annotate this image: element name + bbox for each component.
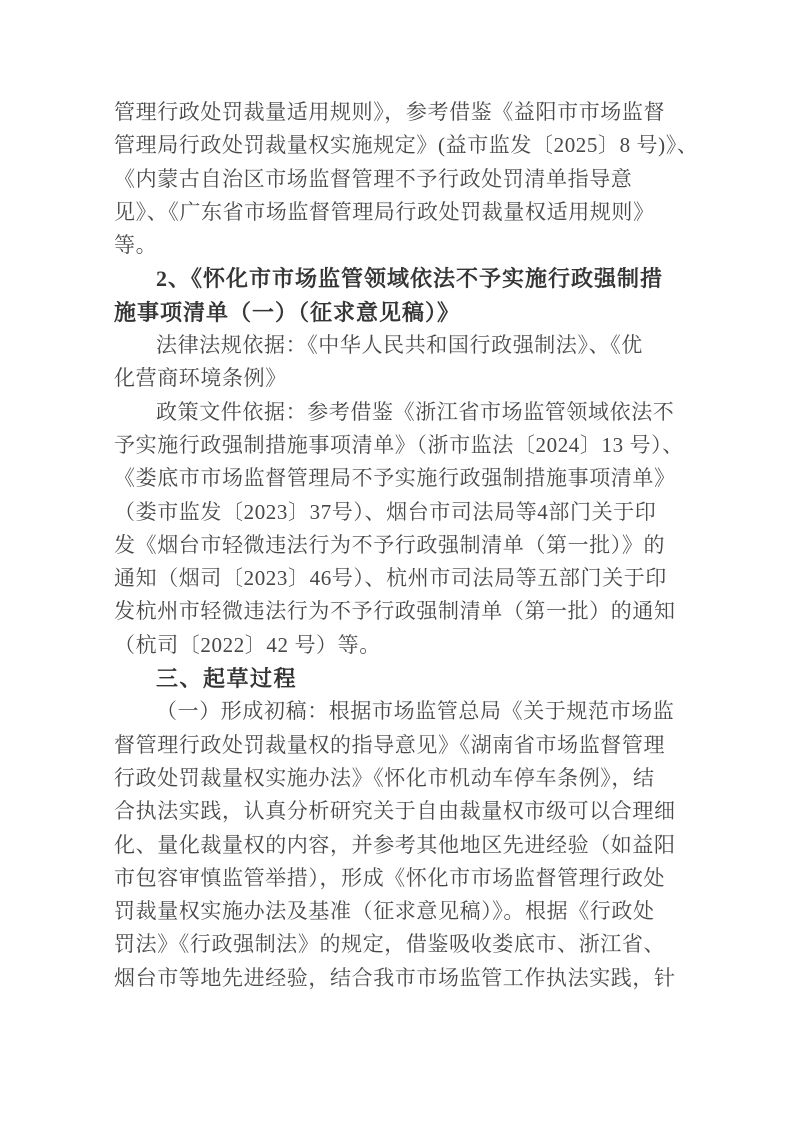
text-line: （杭司〔2022〕42 号）等。 bbox=[114, 632, 381, 657]
text-line: 予实施行政强制措施事项清单》（浙市监法〔2024〕13 号）、 bbox=[114, 432, 684, 457]
text-line: 等。 bbox=[114, 233, 158, 258]
text-line: 政策文件依据：参考借鉴《浙江省市场监管领域依法不 bbox=[156, 399, 675, 424]
text-line: 督管理行政处罚裁量权的指导意见》《湖南省市场监督管理 bbox=[114, 732, 666, 757]
heading-line: 施事项清单（一）（征求意见稿）》 bbox=[114, 299, 461, 325]
text-line: 化营商环境条例》 bbox=[114, 366, 287, 391]
heading-line: 2、《怀化市市场监管领域依法不予实施行政强制措 bbox=[156, 266, 664, 292]
text-line: 行政处罚裁量权实施办法》《怀化市机动车停车条例》，结 bbox=[114, 765, 655, 790]
text-line: 见》、《广东省市场监督管理局行政处罚裁量权适用规则》 bbox=[114, 199, 655, 224]
text-line: 通知（烟司〔2023〕46号）、杭州市司法局等五部门关于印 bbox=[114, 566, 667, 591]
text-line: 《内蒙古自治区市场监督管理不予行政处罚清单指导意 bbox=[114, 166, 633, 191]
text-line: 化、量化裁量权的内容，并参考其他地区先进经验（如益阳 bbox=[114, 832, 676, 857]
text-line: 罚裁量权实施办法及基准（征求意见稿）》。根据《行政处 bbox=[114, 899, 655, 924]
heading-line: 三、起草过程 bbox=[156, 666, 298, 692]
text-line: 《娄底市市场监督管理局不予实施行政强制措施事项清单》 bbox=[114, 466, 676, 491]
text-line: 市包容审慎监管举措），形成《怀化市市场监督管理行政处 bbox=[114, 865, 666, 890]
document-body bbox=[114, 96, 699, 995]
text-line: 发杭州市轻微违法行为不予行政强制清单（第一批）的通知 bbox=[114, 599, 676, 624]
text-line: 烟台市等地先进经验，结合我市市场监管工作执法实践，针 bbox=[114, 965, 676, 990]
text-line: 管理局行政处罚裁量权实施规定》(益市监发〔2025〕8 号)》、 bbox=[114, 133, 699, 158]
text-line: 发《烟台市轻微违法行为不予行政强制清单（第一批）》的 bbox=[114, 532, 666, 557]
text-line: 管理行政处罚裁量适用规则》，参考借鉴《益阳市市场监督 bbox=[114, 100, 666, 124]
text-line: 法律法规依据：《中华人民共和国行政强制法》、《优 bbox=[156, 333, 643, 358]
text-line: 合执法实践，认真分析研究关于自由裁量权市级可以合理细 bbox=[114, 799, 676, 824]
text-line: （娄市监发〔2023〕37号）、烟台市司法局等4部门关于印 bbox=[114, 499, 657, 524]
text-line: （一）形成初稿：根据市场监管总局《关于规范市场监 bbox=[156, 699, 675, 724]
text-line: 罚法》《行政强制法》的规定，借鉴吸收娄底市、浙江省、 bbox=[114, 932, 666, 957]
